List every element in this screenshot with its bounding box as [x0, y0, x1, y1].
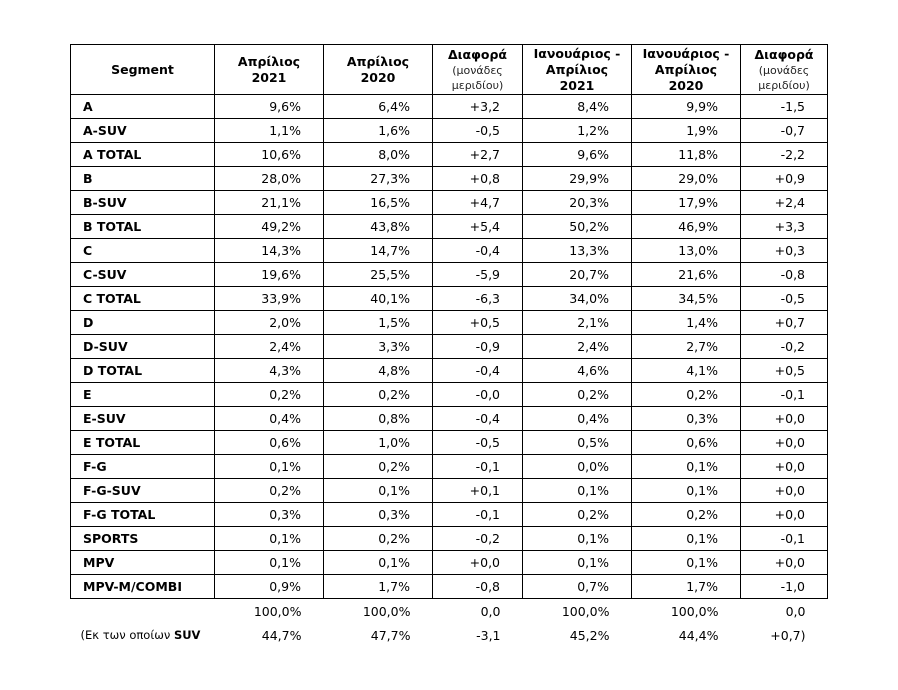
cell-jan-apr-2020: 34,5%	[632, 287, 741, 311]
cell-difference-april: -0,9	[433, 335, 523, 359]
cell-jan-apr-2020: 1,7%	[632, 575, 741, 599]
suv-april-2021: 44,7%	[261, 627, 302, 643]
table-row	[71, 239, 828, 263]
cell-april-2020: 43,8%	[324, 215, 433, 239]
cell-april-2020: 40,1%	[324, 287, 433, 311]
cell-difference-april: -0,1	[433, 455, 523, 479]
suv-difference-april: -3,1	[476, 627, 501, 643]
cell-difference-ytd: -1,5	[741, 95, 828, 119]
cell-april-2021: 21,1%	[215, 191, 324, 215]
cell-jan-apr-2021: 0,4%	[523, 407, 632, 431]
cell-jan-apr-2020: 1,9%	[632, 119, 741, 143]
cell-segment-name: C	[71, 239, 215, 263]
cell-april-2020: 6,4%	[324, 95, 433, 119]
cell-jan-apr-2020: 13,0%	[632, 239, 741, 263]
cell-jan-apr-2020: 0,3%	[632, 407, 741, 431]
cell-april-2020: 0,3%	[324, 503, 433, 527]
segment-share-table	[70, 44, 828, 647]
header-row	[71, 45, 828, 95]
table-row	[71, 335, 828, 359]
header-april-2020: Απρίλιος 2020	[324, 45, 433, 95]
cell-jan-apr-2020: 0,1%	[632, 479, 741, 503]
cell-april-2021: 2,0%	[215, 311, 324, 335]
cell-difference-ytd: +0,5	[741, 359, 828, 383]
cell-april-2021: 0,9%	[215, 575, 324, 599]
total-difference-april: 0,0	[480, 603, 501, 619]
cell-april-2021: 0,2%	[215, 383, 324, 407]
cell-difference-ytd: +0,7	[741, 311, 828, 335]
cell-difference-ytd: +0,0	[741, 455, 828, 479]
table-row	[71, 551, 828, 575]
table-row	[71, 503, 828, 527]
table-footer	[71, 599, 828, 648]
table-body	[71, 95, 828, 599]
table-row	[71, 215, 828, 239]
cell-jan-apr-2020: 0,2%	[632, 503, 741, 527]
cell-difference-ytd: -0,8	[741, 263, 828, 287]
cell-april-2020: 0,2%	[324, 455, 433, 479]
cell-segment-name: E-SUV	[71, 407, 215, 431]
table-row	[71, 575, 828, 599]
cell-difference-april: +0,8	[433, 167, 523, 191]
cell-april-2020: 27,3%	[324, 167, 433, 191]
table-row	[71, 167, 828, 191]
cell-difference-april: -0,2	[433, 527, 523, 551]
cell-jan-apr-2021: 0,5%	[523, 431, 632, 455]
cell-difference-ytd: +0,0	[741, 503, 828, 527]
cell-segment-name: C-SUV	[71, 263, 215, 287]
cell-jan-apr-2020: 0,6%	[632, 431, 741, 455]
cell-april-2021: 28,0%	[215, 167, 324, 191]
cell-difference-ytd: -0,2	[741, 335, 828, 359]
cell-segment-name: MPV-M/COMBI	[71, 575, 215, 599]
cell-segment-name: D TOTAL	[71, 359, 215, 383]
segment-share-table-container	[70, 44, 828, 647]
cell-jan-apr-2020: 29,0%	[632, 167, 741, 191]
cell-jan-apr-2020: 21,6%	[632, 263, 741, 287]
total-april-2021: 100,0%	[253, 603, 302, 619]
cell-difference-april: +0,0	[433, 551, 523, 575]
cell-jan-apr-2021: 13,3%	[523, 239, 632, 263]
cell-difference-april: +2,7	[433, 143, 523, 167]
cell-jan-apr-2021: 8,4%	[523, 95, 632, 119]
cell-difference-ytd: +0,0	[741, 431, 828, 455]
cell-difference-april: -0,0	[433, 383, 523, 407]
cell-difference-april: -0,5	[433, 431, 523, 455]
table-row	[71, 311, 828, 335]
header-segment: Segment	[71, 45, 215, 95]
cell-segment-name: C TOTAL	[71, 287, 215, 311]
cell-april-2021: 0,4%	[215, 407, 324, 431]
cell-april-2021: 1,1%	[215, 119, 324, 143]
cell-difference-april: -5,9	[433, 263, 523, 287]
cell-difference-april: -0,5	[433, 119, 523, 143]
cell-difference-april: -0,4	[433, 239, 523, 263]
cell-jan-apr-2021: 0,1%	[523, 527, 632, 551]
cell-segment-name: B TOTAL	[71, 215, 215, 239]
suv-april-2020: 47,7%	[370, 627, 411, 643]
cell-difference-april: -0,4	[433, 359, 523, 383]
cell-segment-name: A TOTAL	[71, 143, 215, 167]
cell-jan-apr-2021: 1,2%	[523, 119, 632, 143]
cell-difference-ytd: +0,0	[741, 551, 828, 575]
cell-segment-name: F-G	[71, 455, 215, 479]
cell-segment-name: F-G TOTAL	[71, 503, 215, 527]
cell-april-2021: 49,2%	[215, 215, 324, 239]
table-row	[71, 455, 828, 479]
cell-april-2020: 0,8%	[324, 407, 433, 431]
cell-april-2020: 1,7%	[324, 575, 433, 599]
cell-difference-ytd: +0,0	[741, 407, 828, 431]
cell-difference-april: +0,5	[433, 311, 523, 335]
cell-april-2020: 14,7%	[324, 239, 433, 263]
total-row	[71, 599, 828, 624]
header-jan-apr-2021: Ιανουάριος - Απρίλιος 2021	[523, 45, 632, 95]
cell-jan-apr-2021: 0,2%	[523, 383, 632, 407]
cell-difference-april: -6,3	[433, 287, 523, 311]
cell-segment-name: A-SUV	[71, 119, 215, 143]
cell-april-2021: 14,3%	[215, 239, 324, 263]
suv-share-row	[71, 623, 828, 647]
cell-difference-ytd: +0,9	[741, 167, 828, 191]
cell-difference-ytd: -0,1	[741, 383, 828, 407]
cell-jan-apr-2021: 29,9%	[523, 167, 632, 191]
cell-difference-april: +0,1	[433, 479, 523, 503]
cell-jan-apr-2020: 4,1%	[632, 359, 741, 383]
table-row	[71, 407, 828, 431]
cell-segment-name: B-SUV	[71, 191, 215, 215]
cell-jan-apr-2020: 17,9%	[632, 191, 741, 215]
table-row	[71, 431, 828, 455]
cell-jan-apr-2020: 0,1%	[632, 455, 741, 479]
table-row	[71, 143, 828, 167]
cell-segment-name: E TOTAL	[71, 431, 215, 455]
cell-april-2021: 33,9%	[215, 287, 324, 311]
cell-april-2021: 0,1%	[215, 455, 324, 479]
header-difference-april: Διαφορά (μονάδες μεριδίου)	[433, 45, 523, 95]
cell-difference-ytd: +2,4	[741, 191, 828, 215]
header-april-2021: Απρίλιος 2021	[215, 45, 324, 95]
cell-april-2020: 8,0%	[324, 143, 433, 167]
cell-difference-ytd: -0,7	[741, 119, 828, 143]
table-row	[71, 287, 828, 311]
cell-april-2021: 0,6%	[215, 431, 324, 455]
cell-segment-name: E	[71, 383, 215, 407]
cell-april-2020: 1,5%	[324, 311, 433, 335]
suv-share-label: (Εκ των οποίων SUV	[80, 628, 201, 642]
cell-segment-name: F-G-SUV	[71, 479, 215, 503]
cell-difference-april: +4,7	[433, 191, 523, 215]
cell-difference-ytd: +0,0	[741, 479, 828, 503]
suv-jan-apr-2020: 44,4%	[678, 627, 719, 643]
cell-segment-name: B	[71, 167, 215, 191]
total-difference-ytd: 0,0	[785, 603, 806, 619]
cell-april-2021: 19,6%	[215, 263, 324, 287]
total-jan-apr-2020: 100,0%	[670, 603, 719, 619]
cell-difference-april: +3,2	[433, 95, 523, 119]
cell-difference-ytd: -0,1	[741, 527, 828, 551]
cell-april-2020: 4,8%	[324, 359, 433, 383]
cell-april-2021: 10,6%	[215, 143, 324, 167]
cell-april-2020: 16,5%	[324, 191, 433, 215]
cell-difference-ytd: -0,5	[741, 287, 828, 311]
cell-april-2021: 4,3%	[215, 359, 324, 383]
cell-difference-april: -0,4	[433, 407, 523, 431]
cell-april-2020: 25,5%	[324, 263, 433, 287]
cell-jan-apr-2020: 0,1%	[632, 527, 741, 551]
cell-april-2020: 0,2%	[324, 383, 433, 407]
table-row	[71, 359, 828, 383]
cell-jan-apr-2021: 0,1%	[523, 479, 632, 503]
cell-jan-apr-2020: 0,1%	[632, 551, 741, 575]
cell-april-2021: 0,3%	[215, 503, 324, 527]
cell-difference-ytd: +3,3	[741, 215, 828, 239]
cell-difference-ytd: -2,2	[741, 143, 828, 167]
cell-april-2021: 0,1%	[215, 527, 324, 551]
cell-jan-apr-2021: 34,0%	[523, 287, 632, 311]
table-row	[71, 263, 828, 287]
cell-difference-april: -0,1	[433, 503, 523, 527]
cell-april-2020: 0,1%	[324, 551, 433, 575]
table-row	[71, 95, 828, 119]
cell-jan-apr-2021: 0,2%	[523, 503, 632, 527]
cell-jan-apr-2021: 50,2%	[523, 215, 632, 239]
cell-difference-april: +5,4	[433, 215, 523, 239]
cell-difference-ytd: +0,3	[741, 239, 828, 263]
cell-april-2021: 2,4%	[215, 335, 324, 359]
cell-jan-apr-2021: 0,1%	[523, 551, 632, 575]
cell-april-2020: 3,3%	[324, 335, 433, 359]
cell-jan-apr-2021: 2,1%	[523, 311, 632, 335]
cell-difference-ytd: -1,0	[741, 575, 828, 599]
table-row	[71, 119, 828, 143]
cell-segment-name: SPORTS	[71, 527, 215, 551]
header-jan-apr-2020: Ιανουάριος - Απρίλιος 2020	[632, 45, 741, 95]
cell-jan-apr-2021: 0,7%	[523, 575, 632, 599]
cell-segment-name: MPV	[71, 551, 215, 575]
cell-jan-apr-2021: 20,7%	[523, 263, 632, 287]
cell-jan-apr-2020: 11,8%	[632, 143, 741, 167]
total-label	[71, 599, 215, 624]
cell-april-2021: 0,1%	[215, 551, 324, 575]
suv-jan-apr-2021: 45,2%	[569, 627, 610, 643]
cell-jan-apr-2020: 46,9%	[632, 215, 741, 239]
cell-difference-april: -0,8	[433, 575, 523, 599]
total-april-2020: 100,0%	[362, 603, 411, 619]
cell-april-2020: 0,2%	[324, 527, 433, 551]
cell-jan-apr-2021: 4,6%	[523, 359, 632, 383]
cell-jan-apr-2021: 0,0%	[523, 455, 632, 479]
cell-jan-apr-2020: 1,4%	[632, 311, 741, 335]
cell-jan-apr-2021: 20,3%	[523, 191, 632, 215]
cell-april-2020: 1,0%	[324, 431, 433, 455]
suv-difference-ytd: +0,7)	[770, 627, 806, 643]
cell-segment-name: A	[71, 95, 215, 119]
cell-jan-apr-2020: 9,9%	[632, 95, 741, 119]
total-jan-apr-2021: 100,0%	[561, 603, 610, 619]
cell-april-2020: 1,6%	[324, 119, 433, 143]
cell-jan-apr-2020: 2,7%	[632, 335, 741, 359]
cell-jan-apr-2021: 9,6%	[523, 143, 632, 167]
cell-april-2020: 0,1%	[324, 479, 433, 503]
table-row	[71, 191, 828, 215]
cell-jan-apr-2020: 0,2%	[632, 383, 741, 407]
cell-jan-apr-2021: 2,4%	[523, 335, 632, 359]
cell-segment-name: D-SUV	[71, 335, 215, 359]
cell-april-2021: 0,2%	[215, 479, 324, 503]
table-row	[71, 383, 828, 407]
cell-april-2021: 9,6%	[215, 95, 324, 119]
table-row	[71, 527, 828, 551]
header-difference-ytd: Διαφορά (μονάδες μεριδίου)	[741, 45, 828, 95]
cell-segment-name: D	[71, 311, 215, 335]
table-row	[71, 479, 828, 503]
